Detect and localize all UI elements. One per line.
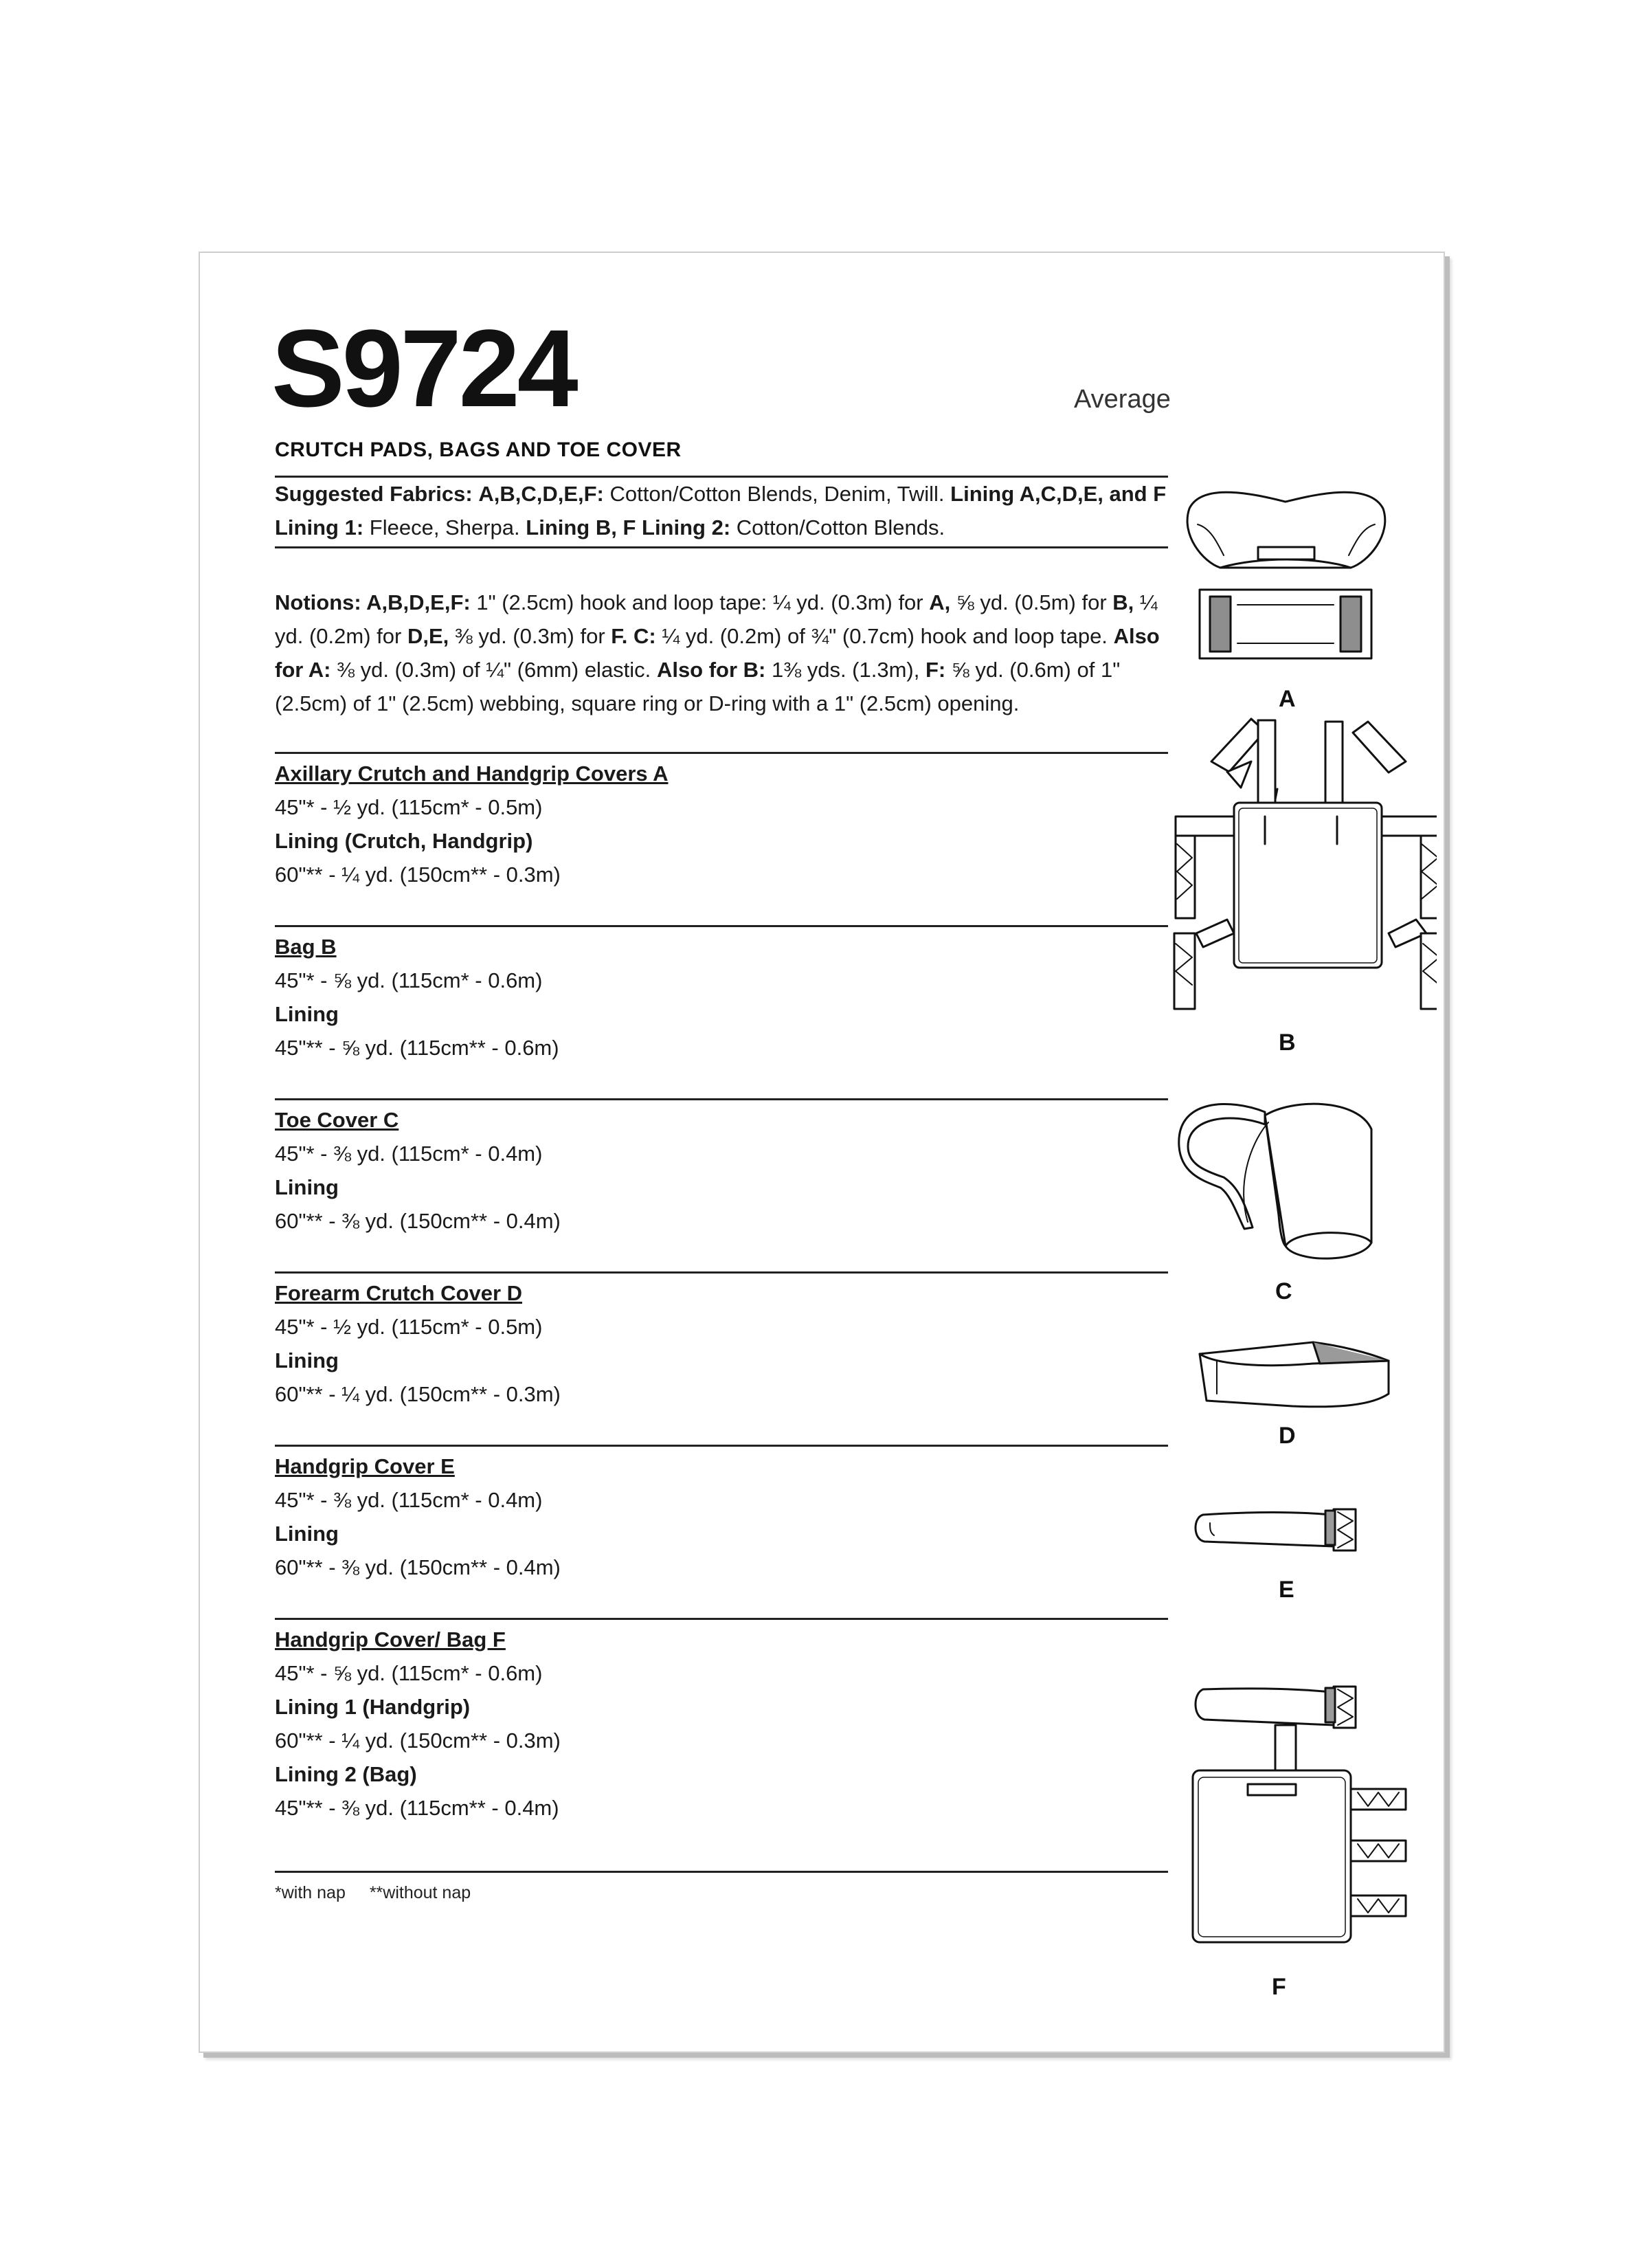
divider bbox=[275, 752, 1168, 754]
pattern-title: CRUTCH PADS, BAGS AND TOE COVER bbox=[275, 438, 682, 461]
divider bbox=[275, 1618, 1168, 1620]
section-title: Toe Cover C bbox=[275, 1108, 399, 1132]
section-title: Forearm Crutch Cover D bbox=[275, 1281, 523, 1305]
view-d-drawing bbox=[1200, 1342, 1389, 1407]
section-title: Axillary Crutch and Handgrip Covers A bbox=[275, 761, 669, 786]
yardage-section-d bbox=[275, 1276, 1168, 1411]
divider bbox=[275, 1871, 1168, 1873]
divider bbox=[275, 546, 1168, 548]
lining-label: Lining bbox=[275, 1348, 339, 1372]
yardage-section-b bbox=[275, 930, 1168, 1065]
footnotes bbox=[275, 1883, 490, 1903]
technical-drawings bbox=[1162, 459, 1437, 2040]
lining-label: Lining 1 (Handgrip) bbox=[275, 1695, 471, 1719]
yardage-section-c bbox=[275, 1103, 1168, 1238]
footnote-with-nap: *with nap bbox=[275, 1883, 346, 1902]
lining2-fabrics: Cotton/Cotton Blends. bbox=[736, 515, 945, 540]
notions-view: B, bbox=[1112, 590, 1134, 614]
suggested-fabrics bbox=[275, 477, 1168, 544]
section-title: Handgrip Cover/ Bag F bbox=[275, 1627, 506, 1652]
yardage-line: 45"* - ½ yd. (115cm* - 0.5m) bbox=[275, 795, 543, 819]
view-label-b: B bbox=[1279, 1030, 1296, 1056]
yardage-line: 45"* - ½ yd. (115cm* - 0.5m) bbox=[275, 1315, 543, 1339]
pattern-number: S9724 bbox=[271, 307, 576, 430]
divider bbox=[275, 1445, 1168, 1447]
notions-text: ⅜ yd. (0.3m) for bbox=[454, 624, 605, 648]
yardage-line: 60"** - ⅜ yd. (150cm** - 0.4m) bbox=[275, 1555, 561, 1579]
view-label-e: E bbox=[1279, 1577, 1294, 1603]
yardage-section-a bbox=[275, 757, 1168, 891]
view-label-c: C bbox=[1275, 1278, 1292, 1304]
notions-text: 1⅜ yds. (1.3m), bbox=[772, 658, 920, 682]
yardage-line: 45"* - ⅜ yd. (115cm* - 0.4m) bbox=[275, 1142, 543, 1166]
notions-text: ⅜ yd. (0.3m) of ¼" (6mm) elastic. bbox=[337, 658, 651, 682]
notions-view: F. C: bbox=[611, 624, 656, 648]
divider bbox=[275, 1098, 1168, 1100]
divider bbox=[275, 925, 1168, 927]
yardage-line: 60"** - ⅜ yd. (150cm** - 0.4m) bbox=[275, 1209, 561, 1233]
view-a-drawing bbox=[1187, 492, 1385, 658]
view-c-drawing bbox=[1179, 1104, 1371, 1258]
footnote-without-nap: **without nap bbox=[369, 1883, 471, 1902]
notions-view: Also for A: bbox=[275, 624, 1160, 682]
view-label-a: A bbox=[1279, 686, 1296, 712]
suggested-fabrics-label: Suggested Fabrics: bbox=[275, 482, 473, 506]
notions bbox=[275, 586, 1168, 720]
view-f-drawing bbox=[1193, 1687, 1406, 1942]
notions-view: F: bbox=[925, 658, 946, 682]
notions-view: A, bbox=[929, 590, 951, 614]
notions-view: D,E, bbox=[407, 624, 449, 648]
notions-view: Also for B: bbox=[656, 658, 766, 682]
yardage-line: 45"* - ⅝ yd. (115cm* - 0.6m) bbox=[275, 968, 543, 992]
lining2-label: Lining B, F Lining 2: bbox=[526, 515, 731, 540]
lining-label: Lining bbox=[275, 1175, 339, 1199]
fabric-list: Cotton/Cotton Blends, Denim, Twill. bbox=[609, 482, 945, 506]
lining1-label: Lining A,C,D,E, and F Lining 1: bbox=[275, 482, 1167, 540]
notions-text: ¼ yd. (0.2m) of ¾" (0.7cm) hook and loop tape. bbox=[662, 624, 1108, 648]
view-label-d: D bbox=[1279, 1423, 1296, 1449]
yardage-line: 60"** - ¼ yd. (150cm** - 0.3m) bbox=[275, 863, 561, 887]
yardage-line: 45"** - ⅜ yd. (115cm** - 0.4m) bbox=[275, 1796, 559, 1820]
notions-text: ⅝ yd. (0.6m) of 1" (2.5cm) of 1" (2.5cm) webbing, square ring or D-ring with a 1" (2.5cm) opening. bbox=[275, 658, 1121, 715]
yardage-section-e bbox=[275, 1449, 1168, 1584]
view-e-drawing bbox=[1196, 1509, 1356, 1550]
lining-label: Lining 2 (Bag) bbox=[275, 1762, 417, 1786]
yardage-line: 45"* - ⅝ yd. (115cm* - 0.6m) bbox=[275, 1661, 543, 1685]
yardage-line: 45"* - ⅜ yd. (115cm* - 0.4m) bbox=[275, 1488, 543, 1512]
lining-label: Lining (Crutch, Handgrip) bbox=[275, 829, 533, 853]
lining1-fabrics: Fleece, Sherpa. bbox=[369, 515, 520, 540]
difficulty-level: Average bbox=[1074, 385, 1171, 414]
yardage-line: 60"** - ¼ yd. (150cm** - 0.3m) bbox=[275, 1728, 561, 1753]
section-title: Handgrip Cover E bbox=[275, 1454, 455, 1478]
notions-label: Notions: A,B,D,E,F: bbox=[275, 590, 471, 614]
lining-label: Lining bbox=[275, 1522, 339, 1546]
view-label-f: F bbox=[1272, 1974, 1286, 2000]
yardage-section-f bbox=[275, 1623, 1168, 1825]
lining-label: Lining bbox=[275, 1002, 339, 1026]
yardage-line: 60"** - ¼ yd. (150cm** - 0.3m) bbox=[275, 1382, 561, 1406]
view-b-drawing bbox=[1174, 719, 1437, 1009]
section-title: Bag B bbox=[275, 935, 337, 959]
divider bbox=[275, 1271, 1168, 1274]
yardage-line: 45"** - ⅝ yd. (115cm** - 0.6m) bbox=[275, 1036, 559, 1060]
notions-text: ¼ yd. (0.2m) for bbox=[275, 590, 1158, 648]
pattern-envelope-back bbox=[199, 252, 1445, 2053]
notions-text: 1" (2.5cm) hook and loop tape: ¼ yd. (0.3m) for bbox=[476, 590, 923, 614]
fabric-views: A,B,C,D,E,F: bbox=[478, 482, 604, 506]
notions-text: ⅝ yd. (0.5m) for bbox=[956, 590, 1107, 614]
